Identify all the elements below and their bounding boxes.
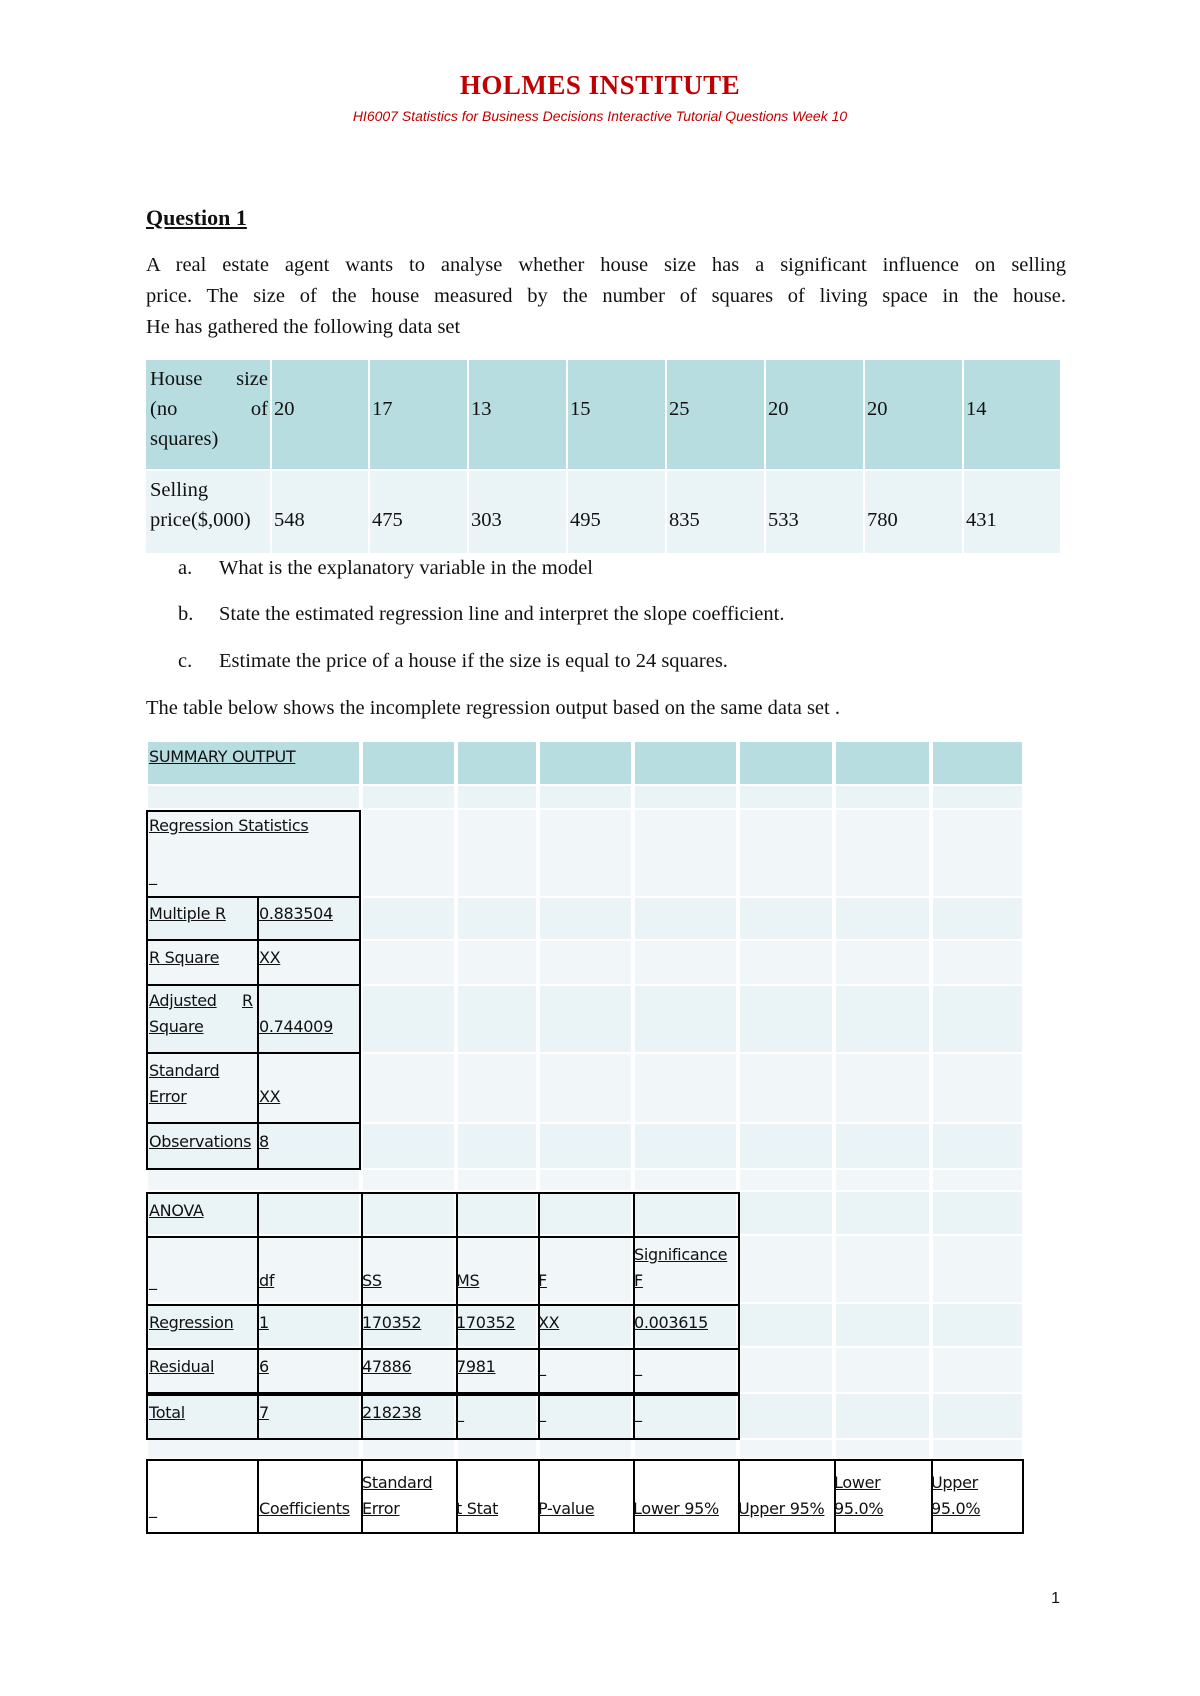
- grid-cell: [540, 986, 631, 1052]
- grid-cell: [836, 786, 929, 808]
- grid-cell: [148, 1440, 359, 1458]
- grid-cell: [540, 786, 631, 808]
- data-cell: 13: [469, 360, 566, 469]
- label-word: size: [236, 368, 268, 390]
- adjusted-r-label: Adjusted: [149, 991, 217, 1010]
- anova-cell-box: [633, 1192, 740, 1238]
- regression-statistics-heading: Regression Statistics: [149, 816, 309, 835]
- upper-95-header: Upper 95%: [738, 1499, 825, 1518]
- grid-cell: [933, 786, 1022, 808]
- anova-f-value: XX: [538, 1313, 560, 1332]
- label-line: Selling: [150, 479, 209, 501]
- data-cell: 548: [272, 471, 368, 553]
- grid-cell: [933, 1124, 1022, 1168]
- grid-cell: [836, 1348, 929, 1392]
- course-subtitle: HI6007 Statistics for Business Decisions Interactive Tutorial Questions Week 10: [352, 108, 848, 124]
- item-text: State the estimated regression line and interpret the slope coefficient.: [219, 603, 785, 625]
- anova-row-label: Total: [149, 1403, 185, 1422]
- anova-cell-box: [538, 1192, 635, 1238]
- adjusted-r-label-r: R: [242, 991, 253, 1010]
- data-cell: 20: [865, 360, 962, 469]
- data-cell: 15: [568, 360, 665, 469]
- label-word: squares): [150, 428, 219, 450]
- anova-cell-box: [633, 1348, 740, 1394]
- observations-label: Observations: [149, 1132, 252, 1151]
- grid-cell: [740, 742, 832, 784]
- grid-cell: [458, 986, 536, 1052]
- anova-ms-value: 7981: [456, 1357, 496, 1376]
- grid-cell: [836, 1192, 929, 1234]
- grid-cell: [635, 1170, 736, 1190]
- dash: _: [149, 866, 157, 885]
- p-value-header: P-value: [538, 1499, 595, 1518]
- grid-cell: [740, 941, 832, 984]
- data-cell: 533: [766, 471, 863, 553]
- data-cell: 20: [766, 360, 863, 469]
- grid-cell: [635, 986, 736, 1052]
- data-cell: 835: [667, 471, 764, 553]
- anova-cell-box: [456, 1394, 540, 1440]
- grid-cell: [458, 1054, 536, 1122]
- dash: _: [149, 1499, 157, 1518]
- grid-cell: [363, 1170, 454, 1190]
- data-cell: 14: [964, 360, 1060, 469]
- grid-cell: [933, 1170, 1022, 1190]
- intro-line: A real estate agent wants to analyse whether house size has a significant influence on selling: [146, 254, 1066, 276]
- anova-cell-box: [538, 1236, 635, 1306]
- intro-line: He has gathered the following data set: [146, 316, 461, 338]
- lower-950-header: Lower: [834, 1473, 881, 1492]
- grid-cell: [933, 1304, 1022, 1346]
- data-cell: 780: [865, 471, 962, 553]
- r-square-value: XX: [259, 948, 281, 967]
- adjusted-r-label-square: Square: [149, 1017, 204, 1036]
- grid-cell: [740, 1170, 832, 1190]
- grid-cell: [740, 810, 832, 896]
- adjusted-r-value: 0.744009: [259, 1017, 333, 1036]
- grid-cell: [933, 1192, 1022, 1234]
- selling-price-label: [146, 471, 270, 553]
- standard-error-label-2: Error: [149, 1087, 187, 1106]
- data-cell: 17: [370, 360, 467, 469]
- grid-cell: [933, 1236, 1022, 1302]
- standard-error-value: XX: [259, 1087, 281, 1106]
- grid-cell: [836, 810, 929, 896]
- house-size-label: [146, 360, 270, 469]
- anova-ms-value: _: [456, 1403, 464, 1422]
- anova-header-ms: MS: [456, 1271, 480, 1290]
- grid-cell: [540, 898, 631, 939]
- grid-cell: [148, 786, 359, 808]
- grid-cell: [635, 941, 736, 984]
- grid-cell: [740, 1394, 832, 1438]
- grid-cell: [363, 986, 454, 1052]
- grid-cell: [933, 986, 1022, 1052]
- upper-950-header-2: 95.0%: [931, 1499, 981, 1518]
- grid-cell: [363, 786, 454, 808]
- grid-cell: [635, 1440, 736, 1458]
- grid-cell: [933, 1394, 1022, 1438]
- grid-cell: [933, 1054, 1022, 1122]
- grid-cell: [458, 810, 536, 896]
- observations-value: 8: [259, 1132, 269, 1151]
- grid-cell: [836, 1236, 929, 1302]
- grid-cell: [635, 810, 736, 896]
- grid-cell: [836, 1124, 929, 1168]
- anova-ss-value: 170352: [362, 1313, 422, 1332]
- grid-cell: [363, 742, 454, 784]
- item-letter: a.: [178, 557, 193, 579]
- standard-error-header: Standard: [362, 1473, 433, 1492]
- grid-cell: [836, 986, 929, 1052]
- item-letter: c.: [178, 650, 193, 672]
- anova-cell-box: [456, 1192, 540, 1238]
- item-text: What is the explanatory variable in the model: [219, 557, 593, 579]
- grid-cell: [933, 742, 1022, 784]
- anova-header-f: F: [538, 1271, 547, 1290]
- anova-cell-box: [361, 1192, 458, 1238]
- data-cell: 25: [667, 360, 764, 469]
- grid-cell: [836, 941, 929, 984]
- grid-cell: [836, 1170, 929, 1190]
- page-number: 1: [1051, 1590, 1060, 1607]
- grid-cell: [740, 1054, 832, 1122]
- anova-cell-box: [633, 1394, 740, 1440]
- anova-ss-value: 218238: [362, 1403, 422, 1422]
- lower-950-header-2: 95.0%: [834, 1499, 884, 1518]
- grid-cell: [540, 1054, 631, 1122]
- grid-cell: [740, 1348, 832, 1392]
- grid-cell: [363, 1124, 454, 1168]
- label-word: House: [150, 368, 203, 390]
- grid-cell: [933, 1440, 1022, 1458]
- grid-cell: [635, 786, 736, 808]
- anova-row-label: Regression: [149, 1313, 234, 1332]
- data-cell: 431: [964, 471, 1060, 553]
- grid-cell: [933, 941, 1022, 984]
- multiple-r-value: 0.883504: [259, 904, 333, 923]
- item-letter: b.: [178, 603, 194, 625]
- anova-significance-value: 0.003615: [634, 1313, 708, 1332]
- label-line: price($,000): [150, 509, 251, 531]
- intro-line: price. The size of the house measured by the number of squares of living space in the house.: [146, 285, 1066, 307]
- regression-output-intro: The table below shows the incomplete regression output based on the same data set .: [146, 697, 840, 719]
- grid-cell: [836, 1394, 929, 1438]
- anova-ss-value: 47886: [362, 1357, 412, 1376]
- anova-title: ANOVA: [149, 1201, 204, 1220]
- grid-cell: [635, 742, 736, 784]
- data-cell: 20: [272, 360, 368, 469]
- upper-950-header: Upper: [931, 1473, 978, 1492]
- stat-value-box: [257, 1122, 361, 1170]
- anova-header-df: df: [259, 1271, 275, 1290]
- item-text: Estimate the price of a house if the size is equal to 24 squares.: [219, 650, 728, 672]
- grid-cell: [363, 1440, 454, 1458]
- grid-cell: [740, 1440, 832, 1458]
- grid-cell: [740, 1236, 832, 1302]
- grid-cell: [363, 1054, 454, 1122]
- grid-cell: [148, 1170, 359, 1190]
- grid-cell: [740, 1124, 832, 1168]
- grid-cell: [458, 1440, 536, 1458]
- anova-header-ss: SS: [362, 1271, 382, 1290]
- anova-cell-box: [257, 1192, 363, 1238]
- multiple-r-label: Multiple R: [149, 904, 226, 923]
- grid-cell: [836, 1054, 929, 1122]
- grid-cell: [740, 786, 832, 808]
- coefficients-header: Coefficients: [259, 1499, 350, 1518]
- anova-df-value: 7: [259, 1403, 269, 1422]
- anova-f-value: _: [538, 1403, 546, 1422]
- question-intro: [146, 250, 1066, 343]
- lower-95-header: Lower 95%: [633, 1499, 719, 1518]
- grid-cell: [933, 810, 1022, 896]
- grid-cell: [933, 1348, 1022, 1392]
- dash: _: [149, 1271, 157, 1290]
- anova-f-value: _: [538, 1357, 546, 1376]
- summary-output-title: SUMMARY OUTPUT: [149, 747, 296, 766]
- grid-cell: [836, 1304, 929, 1346]
- grid-cell: [836, 1440, 929, 1458]
- grid-cell: [458, 742, 536, 784]
- label-word: (no: [150, 398, 178, 420]
- t-stat-header: t Stat: [456, 1499, 499, 1518]
- anova-row-label: Residual: [149, 1357, 215, 1376]
- anova-ms-value: 170352: [456, 1313, 516, 1332]
- grid-cell: [836, 742, 929, 784]
- grid-cell: [635, 898, 736, 939]
- r-square-label: R Square: [149, 948, 220, 967]
- grid-cell: [458, 1170, 536, 1190]
- grid-cell: [458, 786, 536, 808]
- grid-cell: [458, 941, 536, 984]
- grid-cell: [540, 1170, 631, 1190]
- grid-cell: [740, 986, 832, 1052]
- anova-significance-value: _: [634, 1403, 642, 1422]
- anova-cell-box: [538, 1348, 635, 1394]
- grid-cell: [363, 898, 454, 939]
- data-cell: 475: [370, 471, 467, 553]
- institute-title: HOLMES INSTITUTE: [459, 70, 741, 100]
- anova-cell-box: [538, 1394, 635, 1440]
- grid-cell: [740, 1192, 832, 1234]
- grid-cell: [740, 1304, 832, 1346]
- grid-cell: [836, 898, 929, 939]
- data-cell: 303: [469, 471, 566, 553]
- grid-cell: [540, 742, 631, 784]
- anova-cell-box: [257, 1304, 363, 1350]
- grid-cell: [540, 1124, 631, 1168]
- grid-cell: [540, 810, 631, 896]
- grid-cell: [740, 898, 832, 939]
- data-cell: 495: [568, 471, 665, 553]
- anova-df-value: 1: [259, 1313, 269, 1332]
- grid-cell: [540, 1440, 631, 1458]
- anova-header-significance: Significance: [634, 1245, 728, 1264]
- anova-cell-box: [257, 1394, 363, 1440]
- anova-cell-box: [146, 1236, 259, 1306]
- label-word: of: [250, 398, 268, 420]
- anova-df-value: 6: [259, 1357, 269, 1376]
- question-heading: Question 1: [146, 205, 247, 230]
- grid-cell: [933, 898, 1022, 939]
- grid-cell: [458, 1124, 536, 1168]
- grid-cell: [363, 810, 454, 896]
- anova-header-significance-f: F: [634, 1271, 643, 1290]
- grid-cell: [635, 1124, 736, 1168]
- standard-error-label: Standard: [149, 1061, 220, 1080]
- grid-cell: [540, 941, 631, 984]
- anova-cell-box: [257, 1348, 363, 1394]
- anova-significance-value: _: [634, 1357, 642, 1376]
- grid-cell: [363, 941, 454, 984]
- grid-cell: [458, 898, 536, 939]
- standard-error-header-2: Error: [362, 1499, 400, 1518]
- grid-cell: [635, 1054, 736, 1122]
